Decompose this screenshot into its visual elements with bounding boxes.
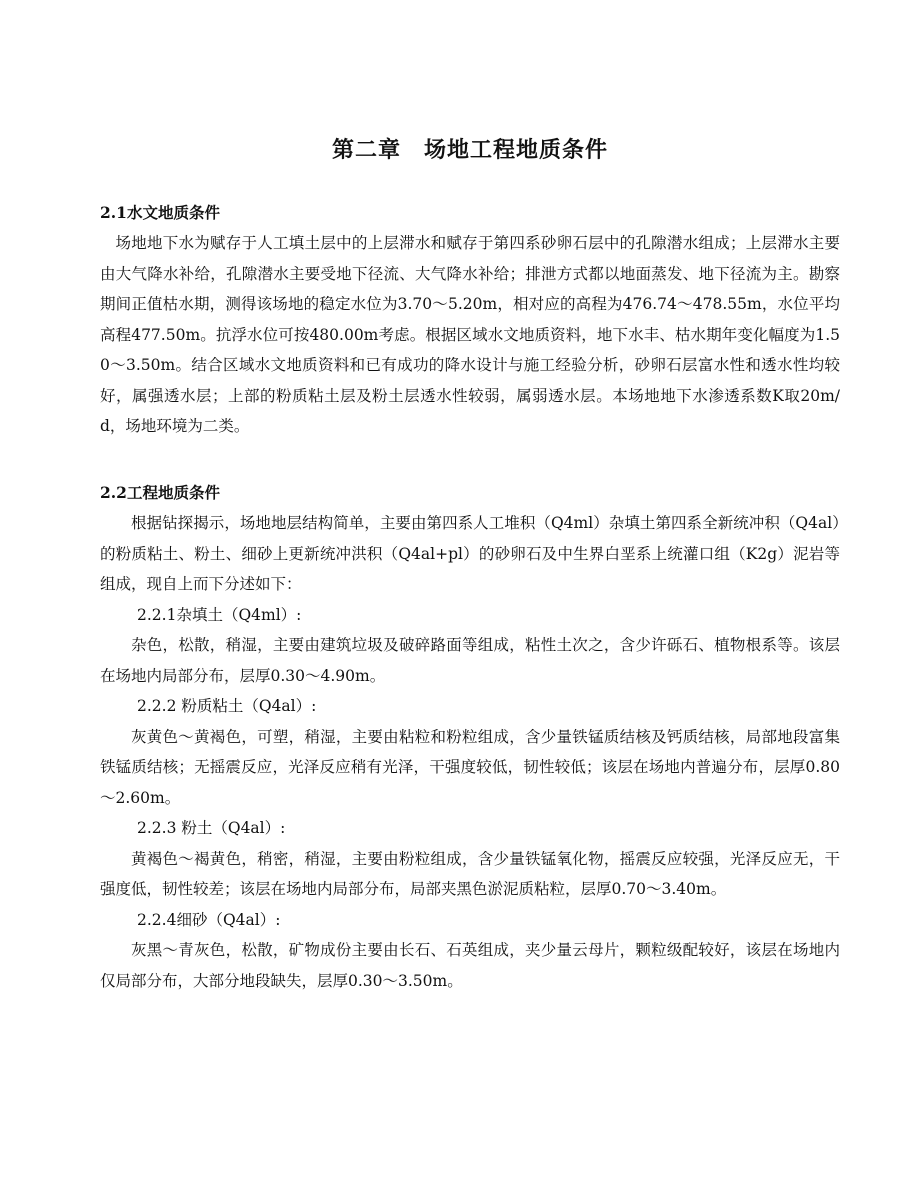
layer-silty-clay [100,691,840,813]
layer-fill-soil [100,600,840,692]
layer-fine-sand [100,905,840,997]
engineering-geology-intro: 根据钻探揭示，场地地层结构简单，主要由第四系人工堆积（Q4ml）杂填土第四系全新统冲积（Q4al）的粉质粘土、粉土、细砂上更新统冲洪积（Q4al+pl）的砂卵石及中生界白垩系上统灌口组（K2g）泥岩等组成，现自上而下分述如下： [100,514,840,593]
section-engineering-geology [100,478,840,996]
section-heading-engineering-geology: 2.2工程地质条件 [100,483,220,502]
section-hydrogeology [100,198,840,442]
chapter-title: 第二章 场地工程地质条件 [331,137,608,163]
layer-description: 灰黄色～黄褐色，可塑，稍湿，主要由粘粒和粉粒组成，含少量铁锰质结核及钙质结核，局部地段富集铁锰质结核；无摇震反应，光泽反应稍有光泽，干强度较低，韧性较低；该层在场地内普遍分布，层厚0.80～2.60m。 [100,727,840,807]
layer-description: 黄褐色～褐黄色，稍密，稍湿，主要由粉粒组成，含少量铁锰氧化物，摇震反应较强，光泽反应无，干强度低，韧性较差；该层在场地内局部分布，局部夹黑色淤泥质粘粒，层厚0.70～3.40m。 [100,849,840,898]
layer-description: 灰黑～青灰色，松散，矿物成份主要由长石、石英组成，夹少量云母片，颗粒级配较好，该层在场地内仅局部分布，大部分地段缺失，层厚0.30～3.50m。 [100,941,840,990]
layer-description: 杂色，松散，稍湿，主要由建筑垃圾及破碎路面等组成，粘性土次之，含少许砾石、植物根系等。该层在场地内局部分布，层厚0.30～4.90m。 [100,636,840,685]
section-heading-hydrogeology: 2.1水文地质条件 [100,203,220,222]
layer-heading: 2.2.1杂填土（Q4ml）: [137,605,302,624]
layer-heading: 2.2.3 粉土（Q4al）: [137,819,286,837]
layer-silt [100,813,840,905]
layer-heading: 2.2.4细砂（Q4al）: [137,910,281,929]
hydrogeology-paragraph: 场地地下水为赋存于人工填土层中的上层滞水和赋存于第四系砂卵石层中的孔隙潜水组成；上层滞水主要由大气降水补给，孔隙潜水主要受地下径流、大气降水补给；排泄方式都以地面蒸发、地下径流为主。勘察期间正值枯水期，测得该场地的稳定水位为3.70～5.20m，相对应的高程为476.74～478.55m，水位平均高程477.50m。抗浮水位可按480.00m考虑。根据区域水文地质资料，地下水丰、枯水期年变化幅度为1.50～3.50m。结合区域水文地质资料和已有成功的降水设计与施工经验分析，砂卵石层富水性和透水性均较好，属强透水层；上部的粉质粘土层及粉土层透水性较弱，属弱透水层。本场地地下水渗透系数K取20m/d，场地环境为二类。 [100,234,840,435]
layer-heading: 2.2.2 粉质粘土（Q4al）: [137,697,317,715]
